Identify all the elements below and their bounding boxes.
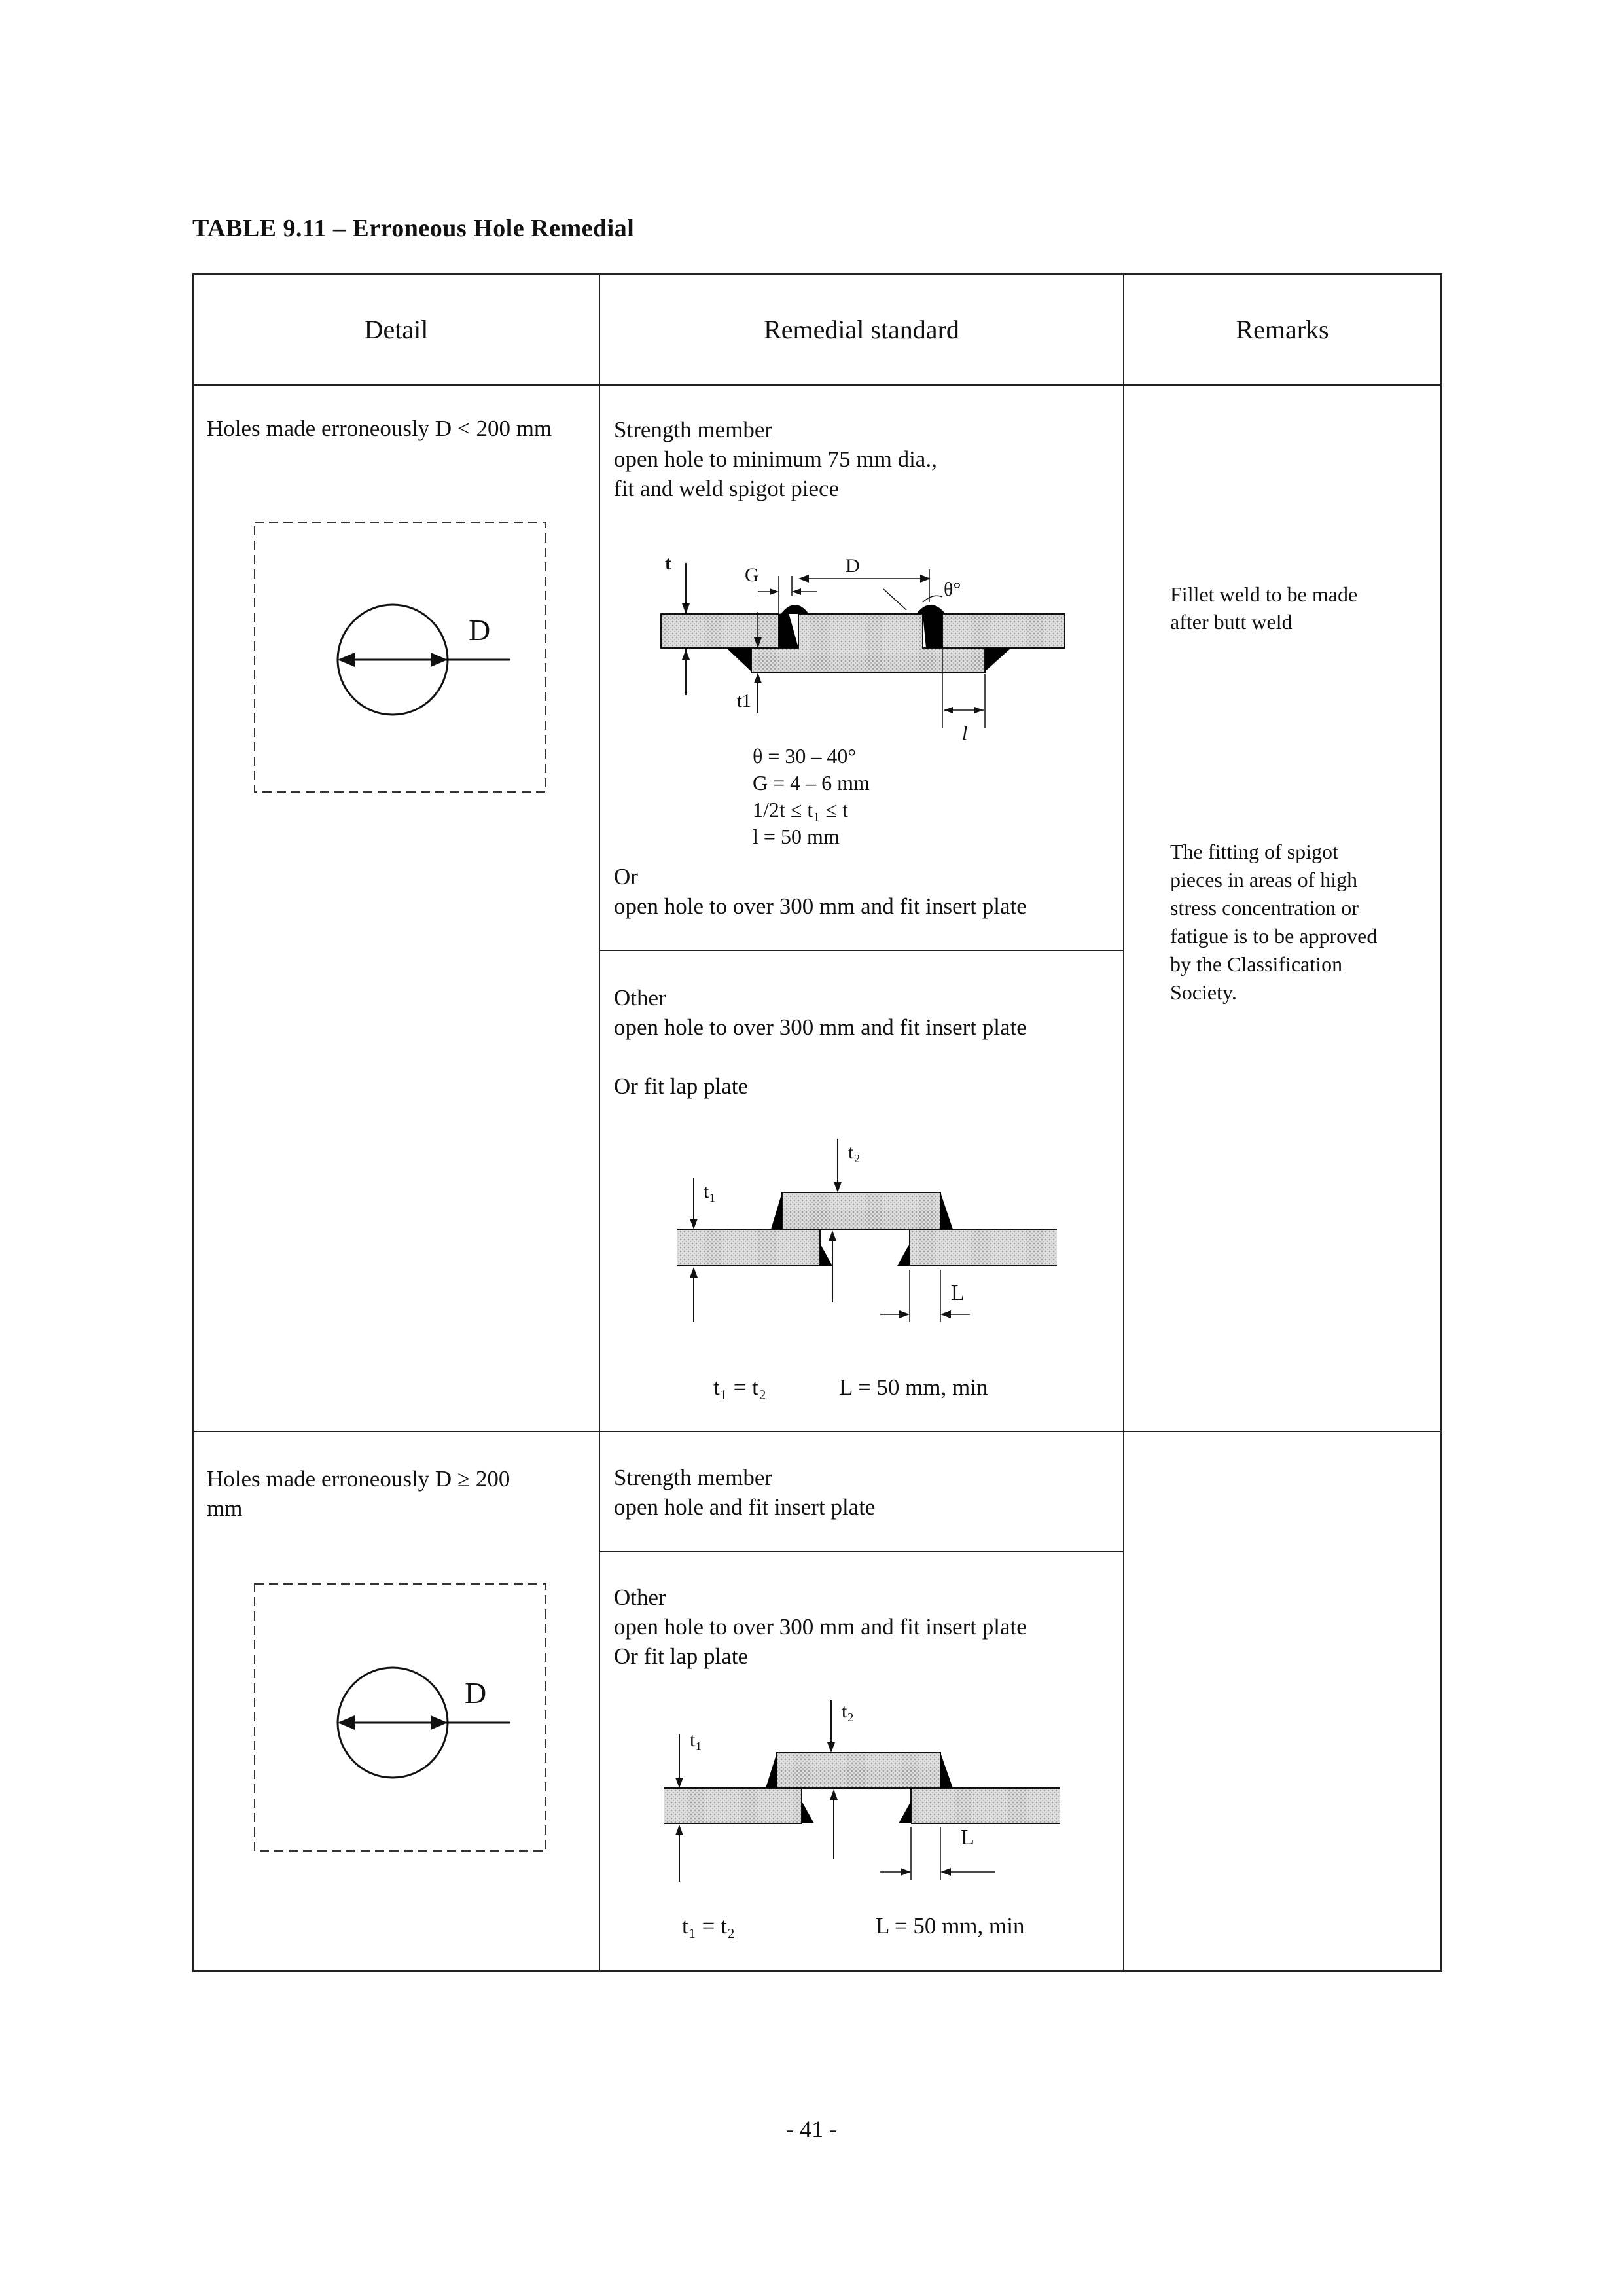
- row1-hole-figure: [249, 517, 550, 798]
- svg-text:L: L: [961, 1825, 974, 1850]
- svg-text:t: t: [665, 552, 671, 574]
- svg-text:D: D: [846, 555, 860, 577]
- row2-caption-eq: t₁ = t₂: [682, 1913, 736, 1939]
- svg-text:L: L: [951, 1281, 965, 1305]
- row1-other: Other open hole to over 300 mm and fit insert plate: [614, 985, 1027, 1040]
- row2-diameter-label: D: [465, 1676, 487, 1710]
- svg-text:t₁: t₁: [704, 1181, 716, 1202]
- row1-strength: Strength member open hole to minimum 75 mm dia., fit and weld spigot piece: [614, 417, 937, 501]
- page-number: - 41 -: [786, 2116, 837, 2142]
- remark-fillet: Fillet weld to be made after butt weld: [1170, 583, 1358, 634]
- row1-or-block: Or open hole to over 300 mm and fit insert plate: [614, 864, 1027, 919]
- svg-text:t₁: t₁: [690, 1729, 702, 1751]
- lap-plate-diagram-1: [668, 1132, 1060, 1342]
- header-detail: Detail: [364, 315, 429, 344]
- spigot-weld-diagram: [648, 550, 1093, 746]
- row1-caption-len: L = 50 mm, min: [839, 1374, 988, 1400]
- svg-text:t1: t1: [737, 691, 751, 711]
- svg-text:θ°: θ°: [944, 579, 961, 600]
- row2-other: Other open hole to over 300 mm and fit insert plate Or fit lap plate: [614, 1585, 1027, 1669]
- row1-lap-text: Or fit lap plate: [614, 1073, 749, 1099]
- spigot-formulas: θ = 30 – 40° G = 4 – 6 mm 1/2t ≤ t₁ ≤ t l = 50 mm: [753, 744, 870, 848]
- row2-hole-figure: [249, 1577, 550, 1859]
- svg-text:t₂: t₂: [848, 1141, 861, 1163]
- row2-detail-text: Holes made erroneously D ≥ 200 mm: [207, 1466, 510, 1521]
- row1-diameter-label: D: [469, 613, 491, 647]
- table-title: TABLE 9.11 – Erroneous Hole Remedial: [192, 215, 635, 242]
- svg-text:t₂: t₂: [842, 1700, 854, 1722]
- lap-plate-diagram-2: [654, 1695, 1073, 1892]
- header-remedial: Remedial standard: [764, 315, 959, 344]
- row1-caption-eq: t₁ = t₂: [713, 1374, 767, 1400]
- row1-detail-text: Holes made erroneously D < 200 mm: [207, 416, 552, 441]
- svg-text:G: G: [745, 564, 759, 586]
- remark-spigot: The fitting of spigot pieces in areas of high stress concentration or fatigue is to be approved by the Classification Society.: [1170, 840, 1378, 1004]
- row2-strength: Strength member open hole and fit insert plate: [614, 1465, 876, 1520]
- svg-text:l: l: [962, 723, 968, 744]
- row2-caption-len: L = 50 mm, min: [876, 1913, 1025, 1939]
- header-remarks: Remarks: [1236, 315, 1329, 344]
